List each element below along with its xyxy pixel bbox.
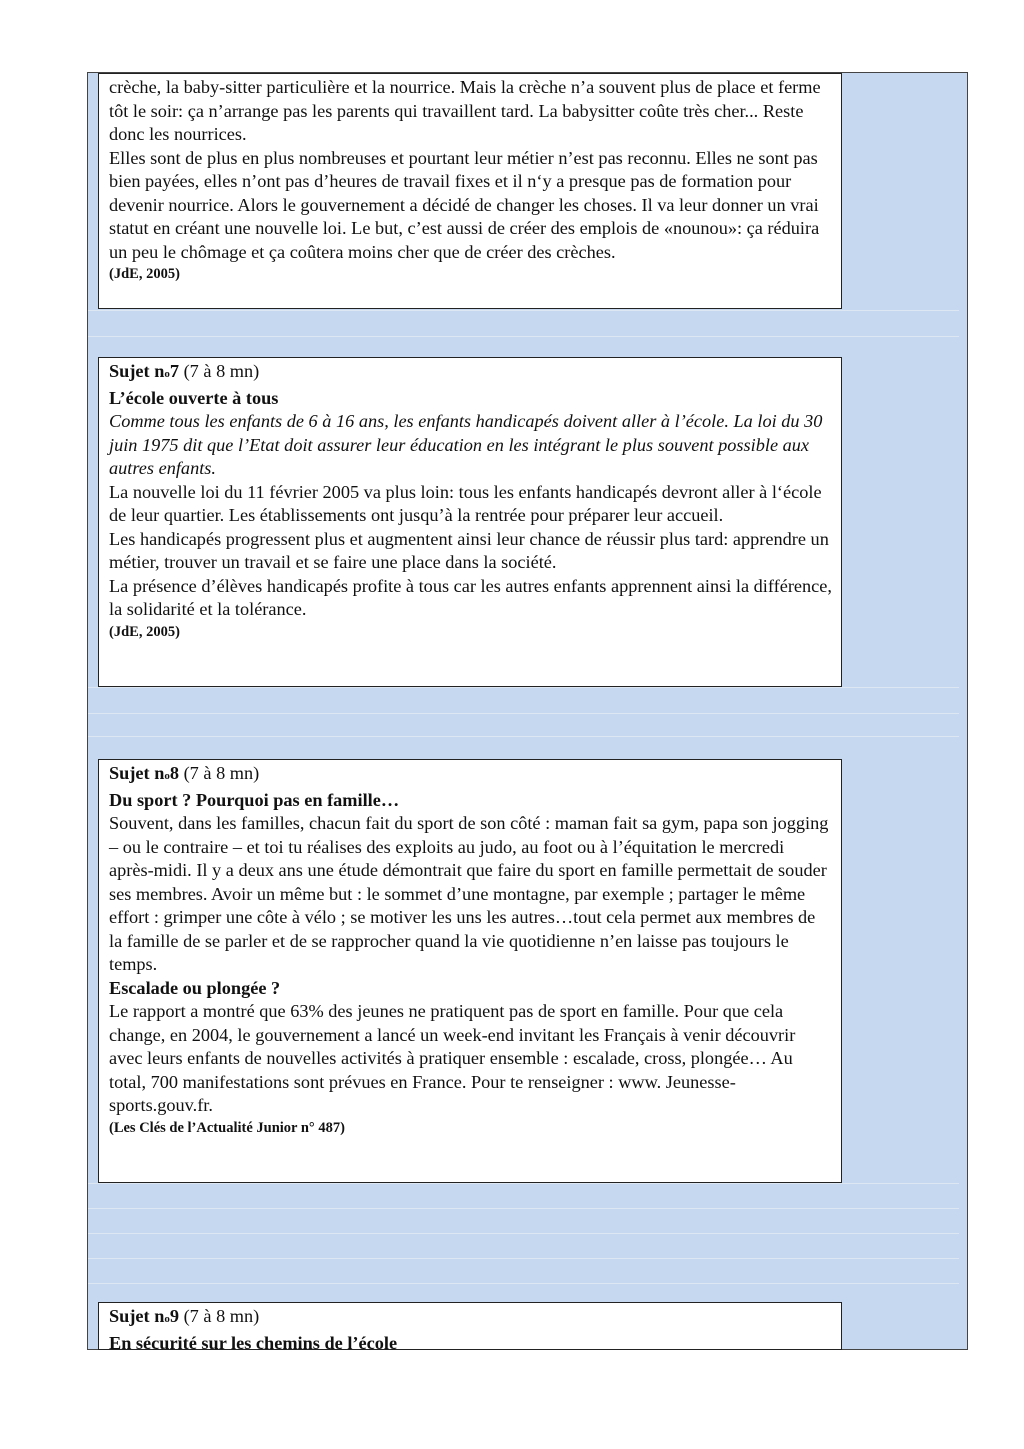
paragraph: crèche, la baby-sitter particulière et la nourrice. Mais la crèche n’a souvent plus de place et ferme tôt le soir: ça n’arrange pas les parents qui travaillent tard. La babysitter coûte très cher... Reste donc les nourrices. [109,77,821,144]
row-rule [88,736,959,737]
topic-label-sup: o [164,770,170,782]
topic-number: 8 [169,763,180,783]
source-citation: (JdE, 2005) [109,266,180,282]
row-rule [88,687,959,688]
topic-label-sup: o [164,368,170,380]
topic-header [109,762,832,789]
paragraph: Souvent, dans les familles, chacun fait du sport de son côté : maman fait sa gym, papa son jogging – ou le contraire – et toi tu réalises des exploits au judo, au foot ou à l’équitation le mercredi après-midi. Il y a deux ans une étude démontrait que faire du sport en famille permettait de souder ses membres. Avoir un même but : le sommet d’une montagne, par exemple ; partager le même effort : grimper une côte à vélo ; se motiver les uns les autres…tout cela permet aux membres de la famille de se parler et de se rapprocher quand la vie quotidienne n’en laisse pas toujours le temps. [109,813,829,974]
source-citation: (JdE, 2005) [109,623,180,640]
paragraph: Le rapport a montré que 63% des jeunes ne pratiquent pas de sport en famille. Pour que cela change, en 2004, le gouvernement a lancé un week-end invitant les Français à venir découvrir avec leurs enfants de nouvelles activités à pratiquer ensemble : escalade, cross, plongée… Au total, 700 manifestations sont prévues en France. Pour te renseigner : www. Jeunesse-sports.gouv.fr. [109,1001,796,1115]
row-rule [88,1233,959,1234]
topic-duration: (7 à 8 mn) [183,361,260,381]
source-citation: (Les Clés de l’Actualité Junior n° 487) [109,1119,345,1136]
row-rule [88,310,959,311]
topic-header [109,1305,832,1332]
row-rule [88,336,959,337]
row-rule [88,713,959,714]
topic-label: Sujet n [109,361,165,381]
topic-label: Sujet n [109,763,165,783]
topic-label: Sujet n [109,1306,165,1326]
topic-duration: (7 à 8 mn) [183,763,260,783]
paragraph: La nouvelle loi du 11 février 2005 va plus loin: tous les enfants handicapés devront aller à l‘école de leur quartier. Les établissements ont jusqu’à la rentrée pour préparer leur accueil. [109,481,822,525]
row-rule [88,1283,959,1284]
topic-title: En sécurité sur les chemins de l’école [109,1332,398,1353]
topic-number: 9 [169,1306,180,1326]
page-frame [87,72,968,1353]
topic-title: L’école ouverte à tous [109,387,279,408]
paragraph: Les handicapés progressent plus et augmentent ainsi leur chance de réussir plus tard: apprendre un métier, trouver un travail et se faire une place dans la société. [109,528,829,572]
topic-intro: Comme tous les enfants de 6 à 16 ans, les enfants handicapés doivent aller à l’école. La loi du 30 juin 1975 dit que l’Etat doit assurer leur éducation en les intégrant le plus souvent possible aux autres enfants. [109,411,823,478]
topic-label-sup: o [164,1313,170,1325]
topic-title: Du sport ? Pourquoi pas en famille… [109,789,400,810]
row-rule [88,1208,959,1209]
row-rule [88,1183,959,1184]
topic-duration: (7 à 8 mn) [183,1306,260,1326]
text-box-continuation [98,73,842,309]
topic-box-9 [98,1302,842,1353]
topic-box-7 [98,357,842,687]
topic-number: 7 [169,361,180,381]
topic-header [109,360,832,387]
topic-box-8 [98,759,842,1183]
paragraph: Elles sont de plus en plus nombreuses et pourtant leur métier n’est pas reconnu. Elles ne sont pas bien payées, elles n’ont pas d’heures de travail fixes et il n‘y a presque pas de formation pour devenir nourrice. Alors le gouvernement a décidé de changer les choses. Il va leur donner un vrai statut en créant une nouvelle loi. Le but, c’est aussi de créer des emplois de «nounou»: ça réduira un peu le chômage et ça coûtera moins cher que de créer des crèches. [109,147,820,262]
topic-subtitle: Escalade ou plongée ? [109,977,281,998]
row-rule [88,1258,959,1259]
paragraph: La présence d’élèves handicapés profite à tous car les autres enfants apprennent ainsi la différence, la solidarité et la tolérance. [109,575,832,619]
